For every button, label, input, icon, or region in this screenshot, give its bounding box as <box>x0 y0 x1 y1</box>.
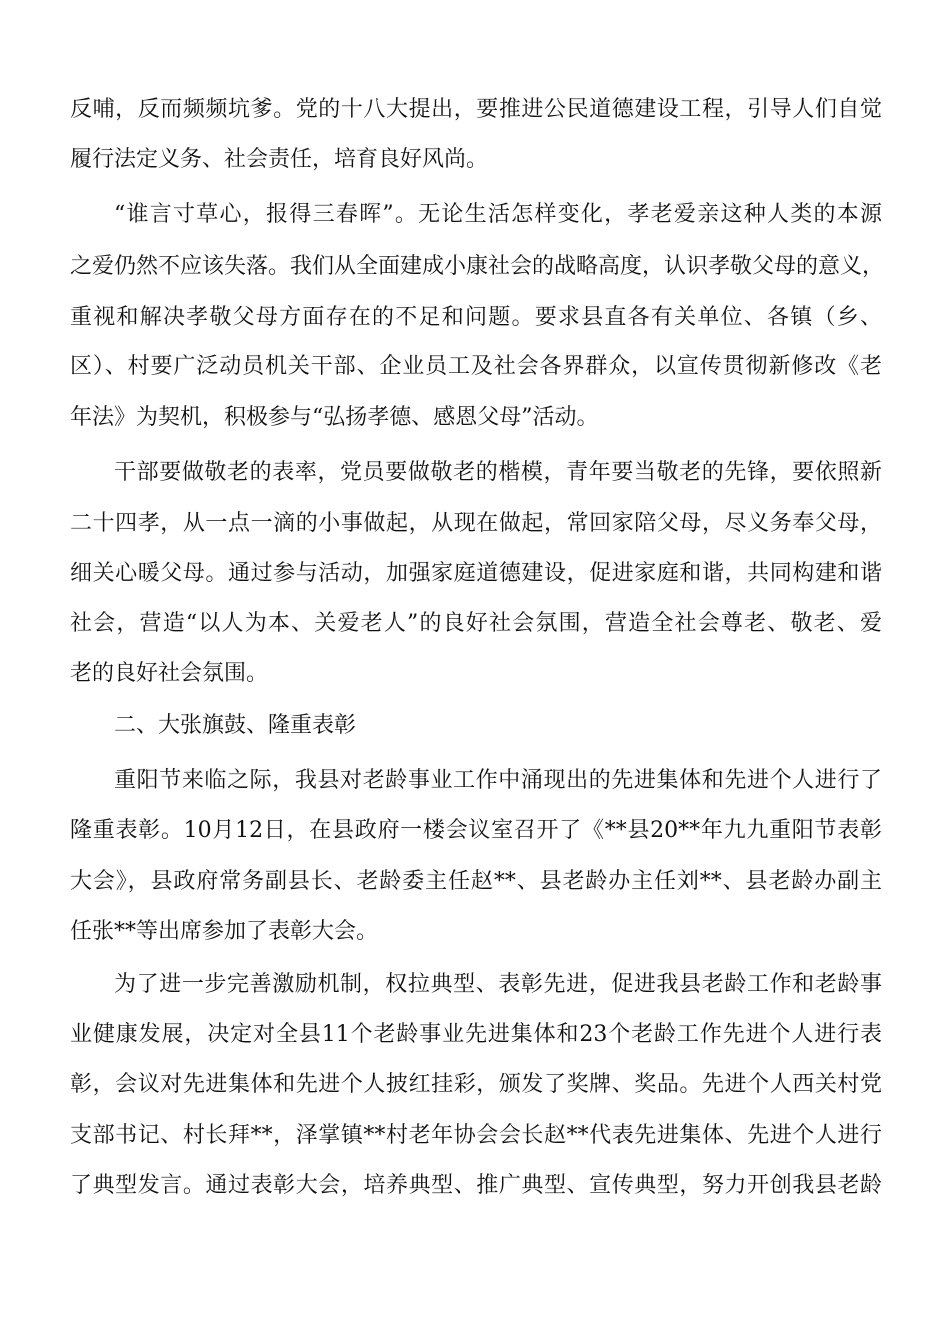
text-line-12: 老的良好社会氛围。 <box>70 661 269 686</box>
text-line-11: 社会，营造“以人为本、关爱老人”的良好社会氛围，营造全社会尊老、敬老、爱 <box>70 611 882 636</box>
text-line-19: 业健康发展，决定对全县11个老龄事业先进集体和23个老龄工作先进个人进行表 <box>70 1022 882 1047</box>
text-line-5: 重视和解决孝敬父母方面存在的不足和问题。要求县直各有关单位、各镇（乡、 <box>70 305 882 330</box>
text-line-17: 任张**等出席参加了表彰大会。 <box>70 919 379 944</box>
text-line-4: 之爱仍然不应该失落。我们从全面建成小康社会的战略高度，认识孝敬父母的意义， <box>70 254 885 279</box>
text-line-22: 了典型发言。通过表彰大会，培养典型、推广典型、宣传典型，努力开创我县老龄 <box>70 1173 882 1198</box>
text-line-3: “谁言寸草心，报得三春晖”。无论生活怎样变化，孝老爱亲这种人类的本源 <box>114 202 882 227</box>
text-line-14: 重阳节来临之际，我县对老龄事业工作中涌现出的先进集体和先进个人进行了 <box>114 768 882 793</box>
text-line-15: 隆重表彰。10月12日，在县政府一楼会议室召开了《**县20**年九九重阳节表彰 <box>70 818 882 843</box>
text-line-8: 干部要做敬老的表率，党员要做敬老的楷模，青年要当敬老的先锋，要依照新 <box>114 460 882 485</box>
text-line-20: 彰，会议对先进集体和先进个人披红挂彩，颁发了奖牌、奖品。先进个人西关村党 <box>70 1072 882 1097</box>
section-heading: 二、大张旗鼓、隆重表彰 <box>114 713 357 738</box>
text-line-9: 二十四孝，从一点一滴的小事做起，从现在做起，常回家陪父母，尽义务奉父母， <box>70 511 882 536</box>
text-line-1: 反哺，反而频频坑爹。党的十八大提出，要推进公民道德建设工程，引导人们自觉 <box>70 97 882 122</box>
text-line-7: 年法》为契机，积极参与“弘扬孝德、感恩父母”活动。 <box>70 405 599 430</box>
text-line-21: 支部书记、村长拜**，泽掌镇**村老年协会会长赵**代表先进集体、先进个人进行 <box>70 1123 882 1148</box>
text-line-16: 大会》，县政府常务副县长、老龄委主任赵**、县老龄办主任刘**、县老龄办副主 <box>70 869 882 894</box>
text-line-6: 区）、村要广泛动员机关干部、企业员工及社会各界群众，以宣传贯彻新修改《老 <box>70 354 882 379</box>
text-line-18: 为了进一步完善激励机制，权拉典型、表彰先进，促进我县老龄工作和老龄事 <box>114 972 882 997</box>
text-line-10: 细关心暖父母。通过参与活动，加强家庭道德建设，促进家庭和谐，共同构建和谐 <box>70 561 882 586</box>
text-line-2: 履行法定义务、社会责任，培育良好风尚。 <box>70 147 489 172</box>
